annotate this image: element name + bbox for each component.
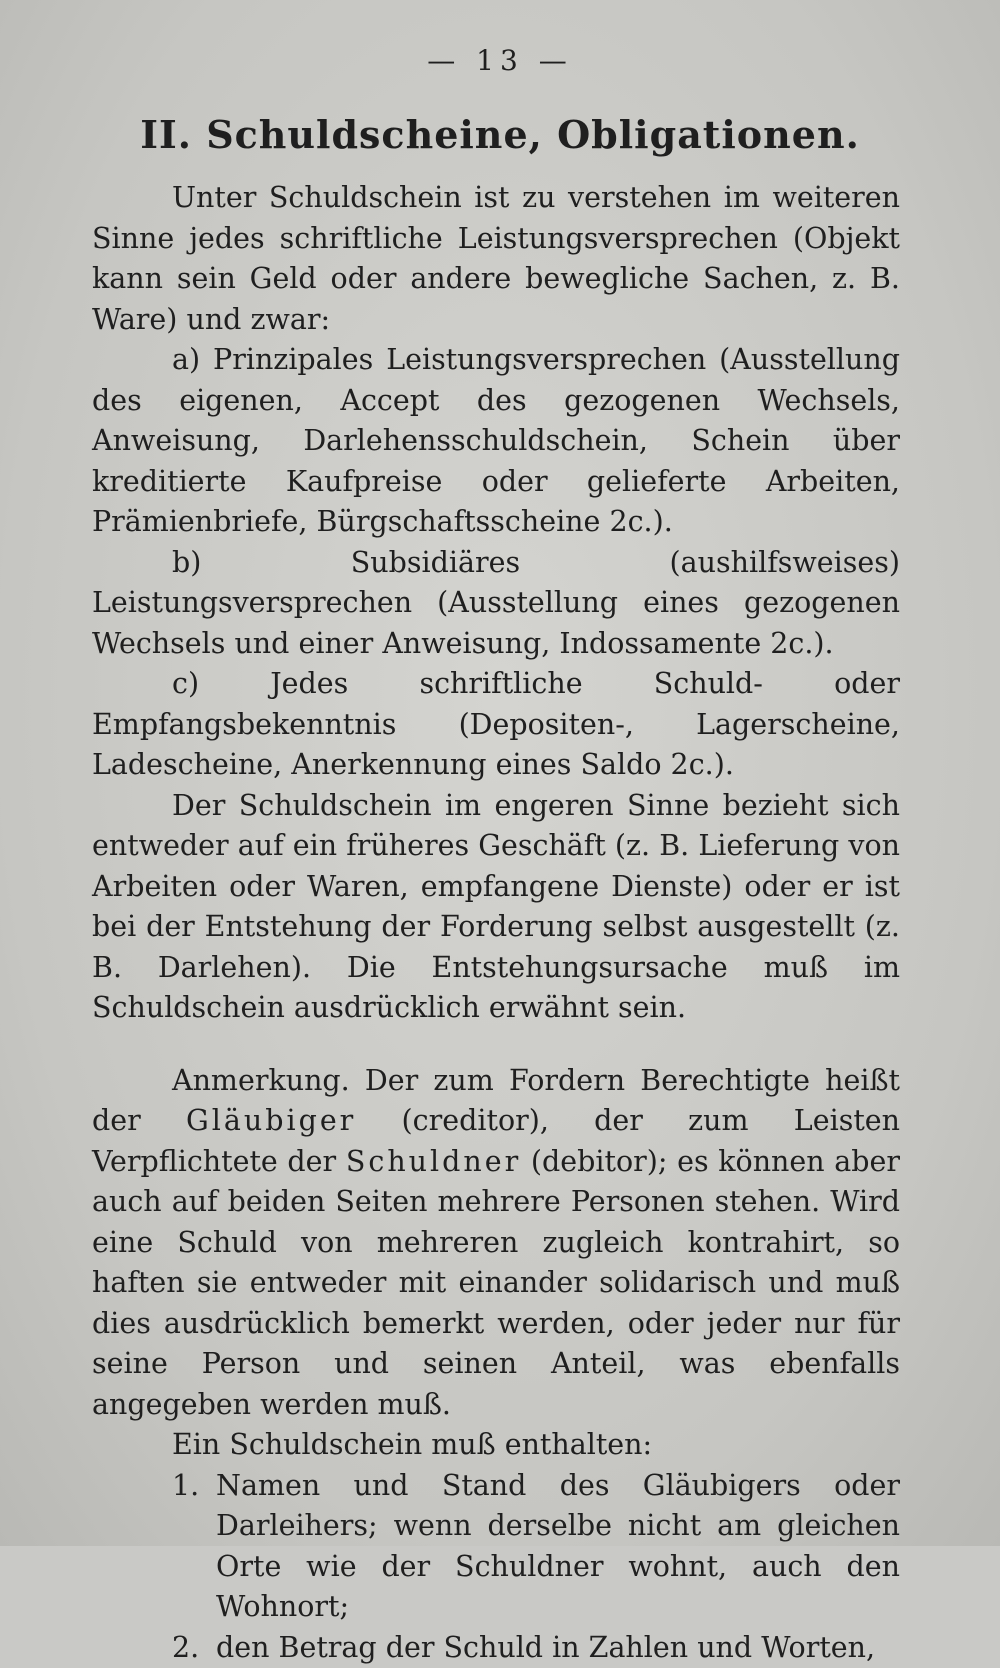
list-intro: Ein Schuldschein muß enthalten:: [92, 1425, 900, 1466]
list-item-text: den Betrag der Schuld in Zahlen und Worten,: [216, 1628, 900, 1668]
list-item-text: Namen und Stand des Gläubigers oder Darleihers; wenn derselbe nicht am gleichen Orte wie der Schuldner wohnt, auch den Wohnort;: [216, 1466, 900, 1628]
note-mid: (creditor), der zum Leisten Verpflichtete der: [92, 1104, 900, 1178]
page-number: — 13 —: [0, 44, 1000, 77]
paragraph-narrow-sense: Der Schuldschein im engeren Sinne bezieht sich entweder auf ein früheres Geschäft (z. B. Lieferung von Arbeiten oder Waren, empfangene Dienste) oder er ist bei der Entstehung der Forderung selbst ausgestellt (z. B. Darlehen). Die Entstehungsursache muß im Schuldschein ausdrücklich erwähnt sein.: [92, 786, 900, 1029]
list-item-number: 2.: [92, 1628, 216, 1668]
paragraph-intro: Unter Schuldschein ist zu verstehen im weiteren Sinne jedes schriftliche Leistungsversprechen (Objekt kann sein Geld oder andere bewegliche Sachen, z. B. Ware) und zwar:: [92, 178, 900, 340]
paragraph-a: a) Prinzipales Leistungsversprechen (Ausstellung des eigenen, Accept des gezogenen Wechsels, Anweisung, Darlehensschuldschein, Schein über kreditierte Kaufpreise oder gelieferte Arbeiten, Prämienbriefe, Bürgschaftsscheine 2c.).: [92, 340, 900, 543]
list-item: [92, 1466, 900, 1628]
note-rest: (debitor); es können aber auch auf beiden Seiten mehrere Personen stehen. Wird eine Schuld von mehreren zugleich kontrahirt, so haften sie entweder mit einander solidarisch und muß dies ausdrücklich bemerkt werden, oder jeder nur für seine Person und seinen Anteil, was ebenfalls angegeben werden muß.: [92, 1145, 900, 1421]
list-item-number: 1.: [92, 1466, 216, 1628]
section-heading: II. Schuldscheine, Obligationen.: [0, 112, 1000, 157]
page-body: [92, 178, 900, 1668]
term-glaeubiger: Gläubiger: [186, 1104, 356, 1137]
section-gap: [92, 1029, 900, 1061]
paragraph-c: c) Jedes schriftliche Schuld- oder Empfangsbekenntnis (Depositen-, Lagerscheine, Ladescheine, Anerkennung eines Saldo 2c.).: [92, 664, 900, 786]
list-item: [92, 1628, 900, 1668]
note-paragraph: [92, 1061, 900, 1426]
paragraph-b: b) Subsidiäres (aushilfsweises) Leistungsversprechen (Ausstellung eines gezogenen Wechsels und einer Anweisung, Indossamente 2c.).: [92, 543, 900, 665]
note-lead: Anmerkung. Der zum Fordern Berechtigte heißt der: [92, 1064, 900, 1138]
term-schuldner: Schuldner: [346, 1145, 521, 1178]
